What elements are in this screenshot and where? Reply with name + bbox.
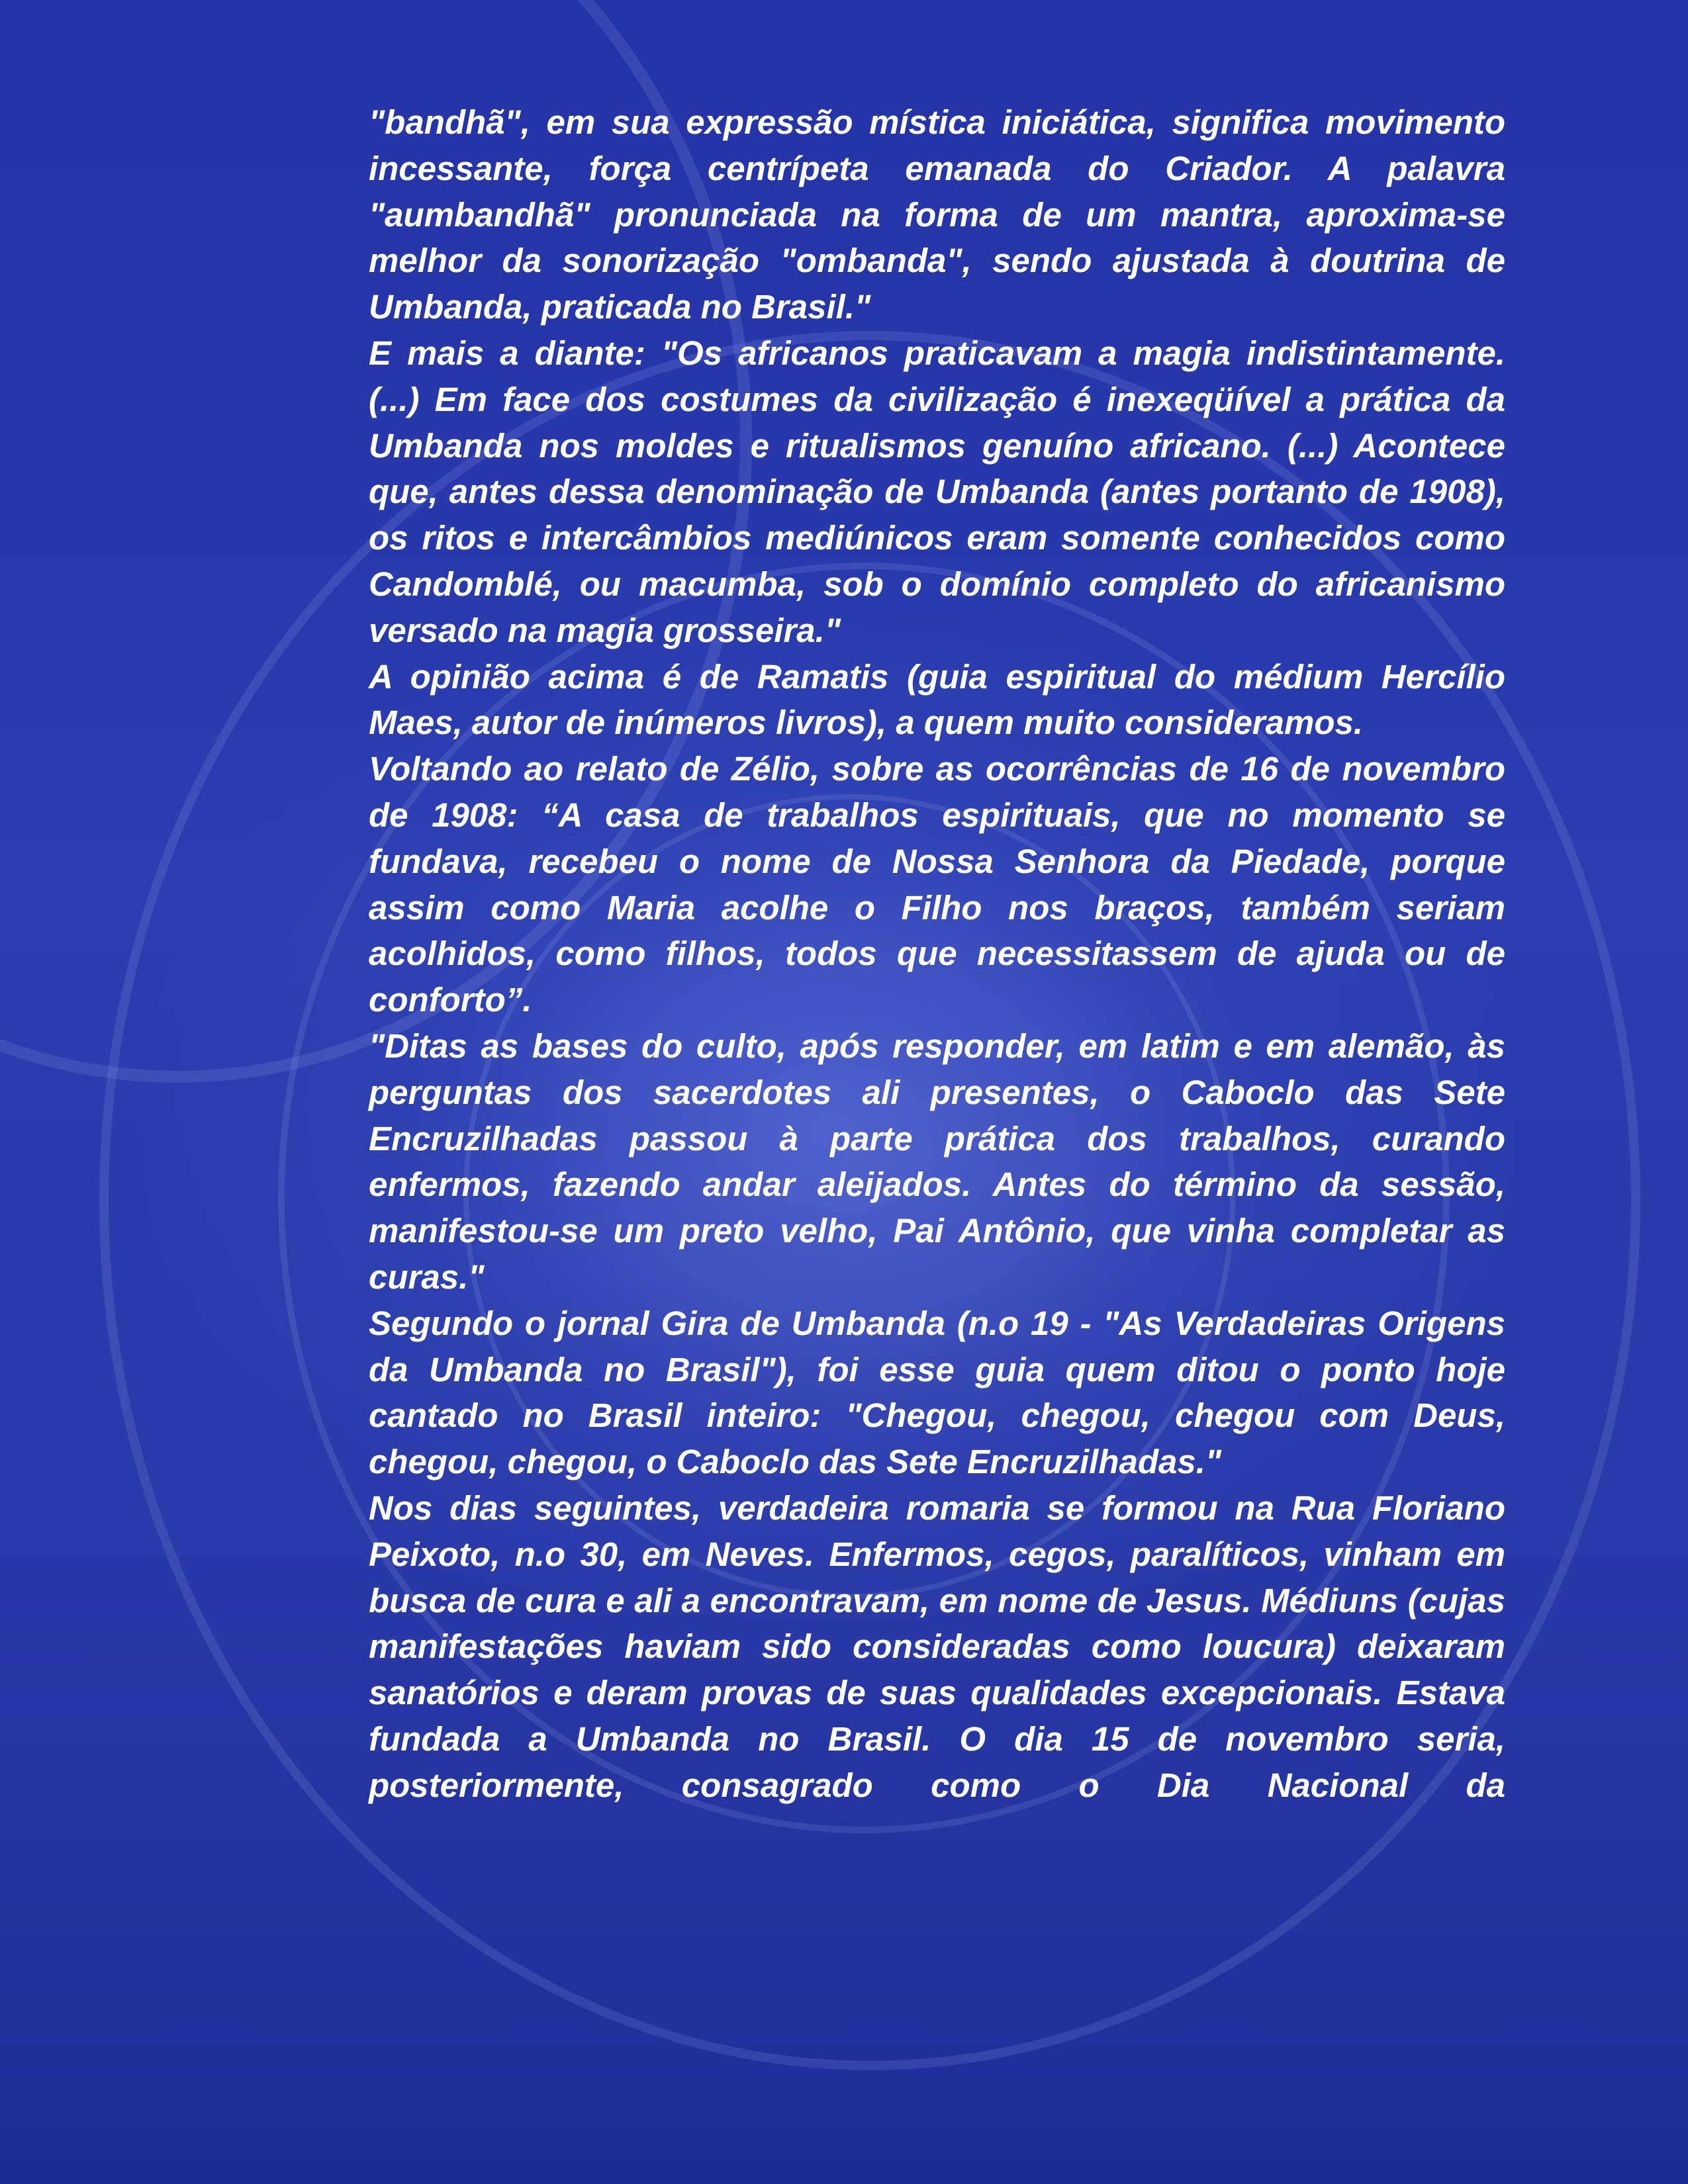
paragraph: "bandhã", em sua expressão mística iniciática, significa movimento incessante, força centrípeta emanada do Criador. A palavra "aumbandhã" pronunciada na forma de um mantra, aproxima-se melhor da sonorização "ombanda", sendo ajustada à doutrina de Umbanda, praticada no Brasil." <box>369 103 1505 326</box>
document-text <box>369 99 1505 2038</box>
paragraph: "Ditas as bases do culto, após responder, em latim e em alemão, às perguntas dos sacerdotes ali presentes, o Caboclo das Sete Encruzilhadas passou à parte prática dos trabalhos, curando enfermos, fazendo andar aleijados. Antes do término da sessão, manifestou-se um preto velho, Pai Antônio, que vinha completar as curas." <box>369 1026 1505 1296</box>
paragraph: Voltando ao relato de Zélio, sobre as ocorrências de 16 de novembro de 1908: “A casa de trabalhos espirituais, que no momento se fundava, recebeu o nome de Nossa Senhora da Piedade, porque assim como Maria acolhe o Filho nos braços, também seriam acolhidos, como filhos, todos que necessitassem de ajuda ou de conforto”. <box>369 750 1505 1019</box>
paragraph: Segundo o jornal Gira de Umbanda (n.o 19 - "As Verdadeiras Origens da Umbanda no Brasil"), foi esse guia quem ditou o ponto hoje cantado no Brasil inteiro: "Chegou, chegou, chegou com Deus, chegou, chegou, o Caboclo das Sete Encruzilhadas." <box>369 1304 1505 1481</box>
paragraph: A opinião acima é de Ramatis (guia espiritual do médium Hercílio Maes, autor de inúmeros livros), a quem muito consideramos. <box>369 657 1505 742</box>
paragraph: E mais a diante: "Os africanos praticavam a magia indistintamente. (...) Em face dos costumes da civilização é inexeqüível a prática da Umbanda nos moldes e ritualismos genuíno africano. (...) Acontece que, antes dessa denominação de Umbanda (antes portanto de 1908), os ritos e intercâmbios mediúnicos eram somente conhecidos como Candomblé, ou macumba, sob o domínio completo do africanismo versado na magia grosseira." <box>369 334 1505 649</box>
paragraph: Nos dias seguintes, verdadeira romaria se formou na Rua Floriano Peixoto, n.o 30, em Neves. Enfermos, cegos, paralíticos, vinham em busca de cura e ali a encontravam, em nome de Jesus. Médiuns (cujas manifestações haviam sido consideradas como loucura) deixaram sanatórios e deram provas de suas qualidades excepcionais. Estava fundada a Umbanda no Brasil. O dia 15 de novembro seria, posteriormente, consagrado como o Dia Nacional da <box>369 1488 1505 1804</box>
